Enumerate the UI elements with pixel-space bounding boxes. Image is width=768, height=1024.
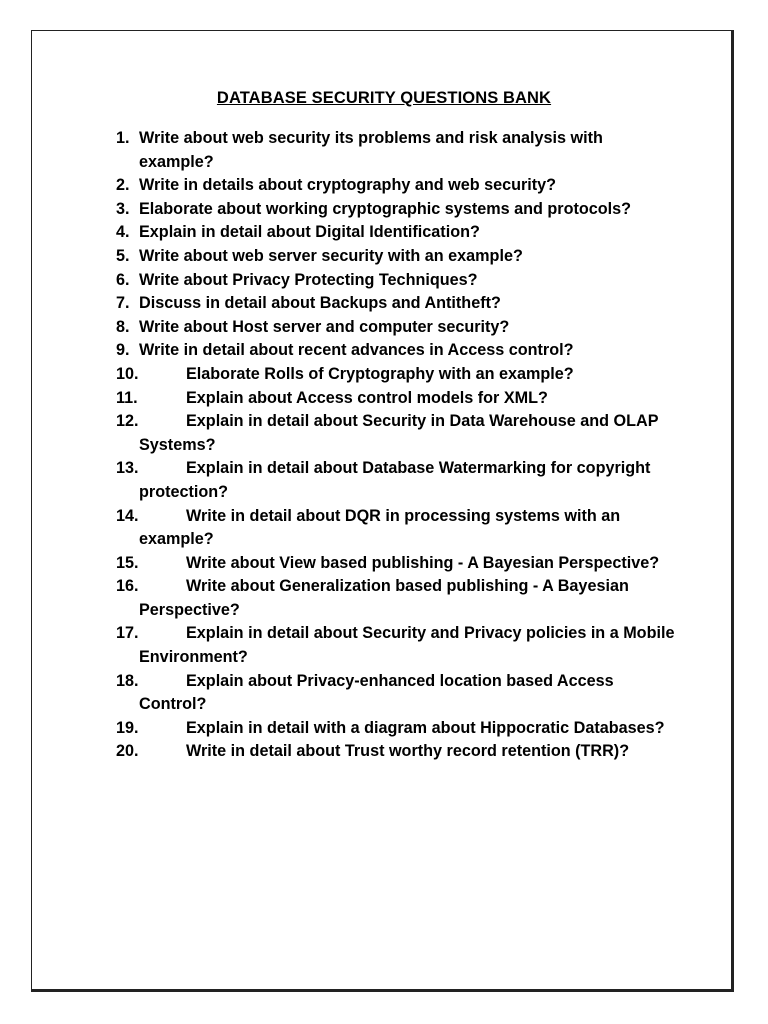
question-text: Write about web server security with an example? (139, 246, 523, 265)
question-item (116, 198, 676, 222)
question-text: Write in detail about Trust worthy record retention (TRR)? (186, 742, 630, 761)
question-number: 20. (116, 742, 139, 761)
question-number: 2. (116, 176, 130, 195)
question-item (116, 505, 676, 552)
question-text: Elaborate Rolls of Cryptography with an example? (186, 364, 574, 383)
question-text: Explain in detail about Security and Privacy policies in a Mobile Environment? (139, 624, 675, 667)
question-text: Explain in detail about Security in Data Warehouse and OLAP Systems? (139, 412, 659, 454)
question-number: 7. (116, 294, 130, 313)
question-text: Write in detail about recent advances in Access control? (139, 341, 574, 360)
question-number: 5. (116, 246, 130, 265)
question-number: 14. (116, 506, 139, 525)
question-item (116, 174, 676, 198)
question-item (116, 622, 676, 669)
question-item (116, 717, 676, 741)
question-item (116, 127, 676, 174)
question-item (116, 410, 676, 457)
question-number: 17. (116, 624, 139, 643)
question-item (116, 292, 676, 316)
question-number: 12. (116, 412, 139, 431)
question-item (116, 575, 676, 622)
question-text: Explain about Access control models for XML? (186, 388, 548, 407)
question-text: Write about Privacy Protecting Techniques? (139, 270, 478, 289)
question-number: 8. (116, 317, 130, 336)
question-item (116, 457, 676, 504)
question-number: 10. (116, 364, 139, 383)
question-item (116, 670, 676, 717)
question-text: Write in details about cryptography and web security? (139, 176, 557, 195)
question-number: 16. (116, 577, 139, 596)
question-text: Explain about Privacy-enhanced location based Access Control? (139, 671, 614, 714)
question-number: 9. (116, 341, 130, 360)
question-text: Write about View based publishing - A Bayesian Perspective? (186, 553, 660, 572)
question-text: Write in detail about DQR in processing systems with an example? (139, 506, 621, 549)
question-item (116, 339, 676, 363)
question-number: 18. (116, 671, 139, 690)
question-text: Write about web security its problems and risk analysis with example? (139, 129, 603, 171)
question-number: 11. (116, 388, 138, 407)
question-text: Explain in detail about Digital Identification? (139, 223, 480, 242)
question-text: Discuss in detail about Backups and Antitheft? (139, 294, 501, 313)
question-number: 13. (116, 459, 139, 478)
question-text: Explain in detail about Database Watermarking for copyright protection? (139, 459, 651, 501)
question-number: 4. (116, 223, 130, 242)
question-item (116, 387, 676, 411)
question-item (116, 269, 676, 293)
question-item (116, 221, 676, 245)
question-item (116, 552, 676, 576)
question-number: 19. (116, 718, 139, 737)
question-item (116, 245, 676, 269)
question-item (116, 316, 676, 340)
question-number: 1. (116, 129, 130, 147)
question-number: 6. (116, 270, 130, 289)
question-number: 15. (116, 553, 139, 572)
document-title: DATABASE SECURITY QUESTIONS BANK (216, 89, 552, 107)
question-item (116, 363, 676, 387)
question-text: Explain in detail with a diagram about Hippocratic Databases? (186, 718, 665, 737)
question-number: 3. (116, 199, 130, 218)
question-item (116, 740, 676, 764)
question-text: Write about Host server and computer security? (139, 317, 510, 336)
question-text: Write about Generalization based publishing - A Bayesian Perspective? (139, 577, 629, 619)
question-text: Elaborate about working cryptographic systems and protocols? (139, 199, 632, 218)
question-list (116, 127, 676, 764)
